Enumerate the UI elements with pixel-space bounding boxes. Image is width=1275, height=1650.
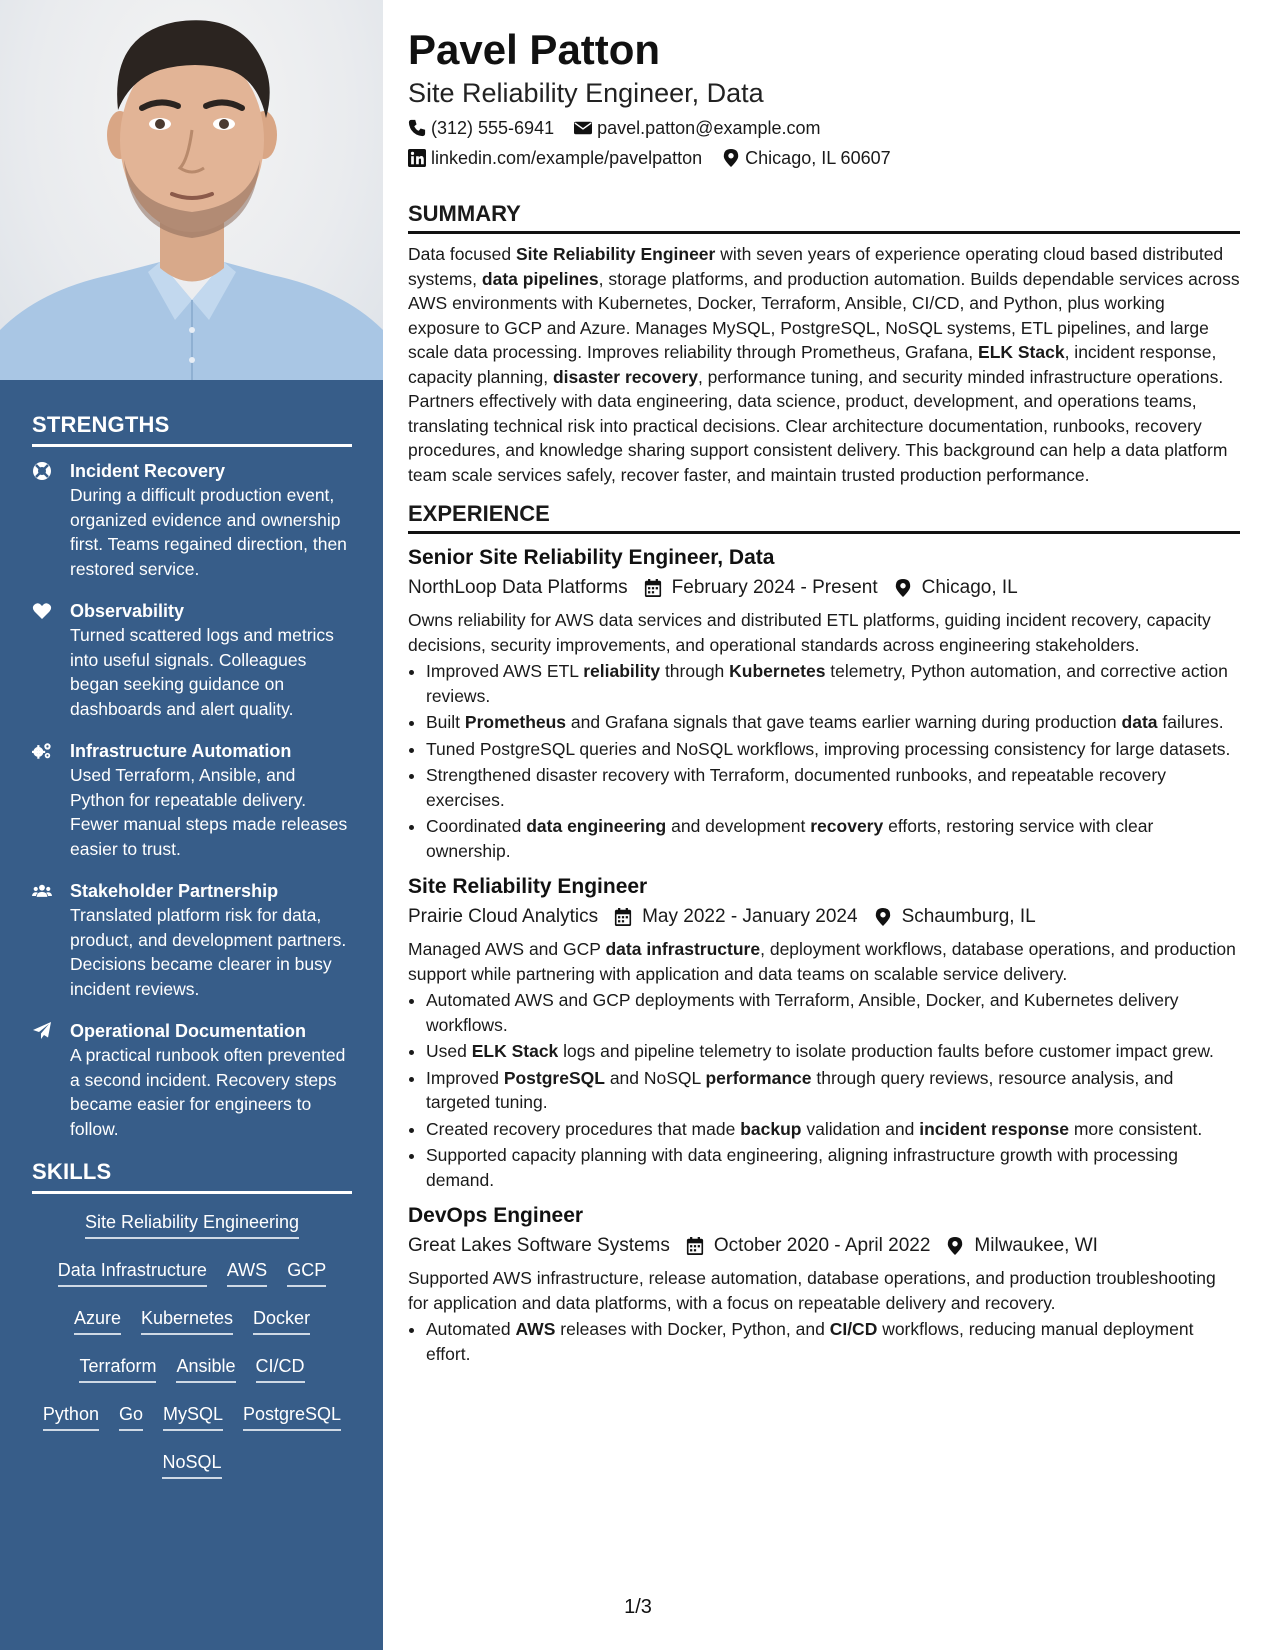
phone-contact[interactable] xyxy=(408,115,554,141)
skill-tag: MySQL xyxy=(163,1402,223,1431)
life-ring-icon xyxy=(32,459,70,581)
skill-tag: Terraform xyxy=(79,1354,156,1383)
skill-tag: Azure xyxy=(74,1306,121,1335)
emphasis-text: data engineering xyxy=(526,816,667,836)
contact-row-2 xyxy=(408,145,1240,171)
skill-tag: NoSQL xyxy=(162,1450,221,1479)
strength-item xyxy=(32,879,352,1001)
job-location-text: Schaumburg, IL xyxy=(901,906,1036,927)
phone-number: (312) 555-6941 xyxy=(431,118,555,138)
sidebar-content xyxy=(32,412,352,1498)
job-entry xyxy=(408,873,1240,1192)
map-pin-icon xyxy=(894,579,912,597)
job-description: Owns reliability for AWS data services and distributed ETL platforms, guiding incident recovery, capacity decisions, security improvements, and operational standards across engineering stakeholders. xyxy=(408,610,1211,655)
text-run: Automated AWS and GCP deployments with Terraform, Ansible, Docker, and Kubernetes delivery workflows. xyxy=(426,990,1179,1035)
text-run: , incident response, capacity planning, xyxy=(408,342,1217,387)
skill-tag: Ansible xyxy=(176,1354,235,1383)
job-title: Senior Site Reliability Engineer, Data xyxy=(408,546,775,569)
text-run: with seven years of experience operating cloud based distributed systems, xyxy=(408,244,1224,289)
map-pin-icon xyxy=(946,1237,964,1255)
text-run: through xyxy=(660,661,730,681)
job-bullets xyxy=(408,988,1240,1192)
skill-tag: Data Infrastructure xyxy=(58,1258,207,1287)
strength-item xyxy=(32,459,352,581)
job-location xyxy=(946,1232,1098,1260)
job-location xyxy=(874,903,1036,931)
text-run: Improved AWS ETL xyxy=(426,661,584,681)
text-run: failures. xyxy=(1157,712,1224,732)
location-text: Chicago, IL 60607 xyxy=(745,148,891,168)
strength-title: Operational Documentation xyxy=(70,1021,307,1041)
strength-desc: During a difficult production event, organized evidence and ownership first. Teams regained direction, then restored service. xyxy=(70,485,347,579)
strength-item xyxy=(32,599,352,721)
text-run: Automated xyxy=(426,1319,516,1339)
emphasis-text: incident response xyxy=(919,1118,1069,1139)
strength-title: Stakeholder Partnership xyxy=(70,881,279,901)
linkedin-contact[interactable] xyxy=(408,145,702,171)
skill-tag: Docker xyxy=(253,1306,310,1335)
text-run: and Grafana signals that gave teams earlier warning during production xyxy=(566,712,1122,732)
text-run: , storage platforms, and production automation. Builds dependable services across AWS environments with Kubernetes, Docker, Terraform, Ansible, CI/CD, and Python, plus working exposure to GCP and Azure. Manages MySQL, PostgreSQL, NoSQL systems, ETL pipelines, and large scale data processing. Improves reliability through Prometheus, Grafana, xyxy=(408,268,1240,362)
job-dates-text: February 2024 - Present xyxy=(671,577,878,598)
linkedin-url: linkedin.com/example/pavelpatton xyxy=(431,148,703,168)
text-run: more consistent. xyxy=(1068,1118,1203,1139)
gears-icon xyxy=(32,739,70,861)
text-run: Managed AWS and GCP xyxy=(408,939,606,959)
text-run: Created recovery procedures that made xyxy=(426,1118,741,1139)
strength-title: Infrastructure Automation xyxy=(70,741,292,761)
job-entry xyxy=(408,544,1240,863)
bullet-item xyxy=(426,737,1240,762)
job-meta xyxy=(408,1232,1240,1260)
summary-text xyxy=(408,242,1240,487)
text-run: efforts, restoring service with clear ownership. xyxy=(426,816,1154,861)
bullet-item xyxy=(426,1117,1240,1142)
location-contact xyxy=(722,145,890,171)
skill-tag: Go xyxy=(119,1402,143,1431)
job-dates-text: October 2020 - April 2022 xyxy=(713,1235,931,1256)
text-run: Tuned PostgreSQL queries and NoSQL workflows, improving processing consistency for large datasets. xyxy=(426,738,1231,759)
experience-list xyxy=(408,544,1240,1366)
bullet-item xyxy=(426,1039,1240,1064)
text-run: telemetry, Python automation, and corrective action reviews. xyxy=(426,661,1228,706)
email-address: pavel.patton@example.com xyxy=(597,118,821,138)
job-company: Prairie Cloud Analytics xyxy=(408,906,599,927)
strength-title: Incident Recovery xyxy=(70,461,226,481)
envelope-icon xyxy=(574,119,592,137)
text-run: validation and xyxy=(801,1118,920,1139)
bullet-item xyxy=(426,1143,1240,1192)
text-run: and NoSQL xyxy=(604,1067,706,1088)
text-run: releases with Docker, Python, and xyxy=(555,1319,830,1339)
paper-plane-icon xyxy=(32,1019,70,1141)
text-run: and development xyxy=(666,816,811,836)
job-entry xyxy=(408,1202,1240,1366)
text-run: through query reviews, resource analysis, and targeted tuning. xyxy=(426,1067,1174,1112)
job-location xyxy=(894,574,1018,602)
heart-icon xyxy=(32,599,70,721)
bullet-item xyxy=(426,659,1240,708)
bullet-item xyxy=(426,763,1240,812)
text-run: workflows, reducing manual deployment effort. xyxy=(426,1319,1194,1364)
job-title: Site Reliability Engineer xyxy=(408,875,648,898)
job-bullets xyxy=(408,659,1240,863)
text-run: Data focused xyxy=(408,244,516,264)
job-dates xyxy=(686,1232,931,1260)
skill-tag: CI/CD xyxy=(256,1354,305,1383)
emphasis-text: data xyxy=(1121,712,1158,732)
portrait-illustration xyxy=(0,0,383,380)
job-meta xyxy=(408,903,1240,931)
emphasis-text: reliability xyxy=(583,661,661,681)
emphasis-text: Prometheus xyxy=(464,712,567,732)
map-pin-icon xyxy=(874,908,892,926)
bullet-item xyxy=(426,710,1240,735)
strength-desc: Translated platform risk for data, product, and development partners. Decisions became clearer in busy incident reviews. xyxy=(70,905,347,999)
bullet-item xyxy=(426,814,1240,863)
candidate-name: Pavel Patton xyxy=(408,26,661,73)
bullet-item xyxy=(426,1066,1240,1115)
strength-item xyxy=(32,739,352,861)
main-content xyxy=(408,26,1240,1368)
map-pin-icon xyxy=(722,149,740,167)
emphasis-text: ELK Stack xyxy=(471,1041,559,1061)
text-run: logs and pipeline telemetry to isolate production faults before customer impact grew. xyxy=(558,1041,1214,1061)
skill-tag: Site Reliability Engineering xyxy=(85,1210,299,1239)
phone-icon xyxy=(408,119,426,137)
users-icon xyxy=(32,879,70,1001)
strengths-heading: STRENGTHS xyxy=(32,412,352,447)
job-location-text: Chicago, IL xyxy=(921,577,1018,598)
emphasis-text: Site Reliability Engineer xyxy=(515,244,716,264)
emphasis-text: Kubernetes xyxy=(729,661,826,681)
sidebar xyxy=(0,0,383,1650)
text-run: Coordinated xyxy=(426,816,527,836)
emphasis-text: ELK Stack xyxy=(978,342,1065,362)
skills-heading: SKILLS xyxy=(32,1159,352,1194)
skill-tag: AWS xyxy=(227,1258,267,1287)
text-run: , deployment workflows, database operations, and production support while partnering with application and data teams on scalable service delivery. xyxy=(408,939,1236,984)
job-bullets xyxy=(408,1317,1240,1366)
job-title: DevOps Engineer xyxy=(408,1204,584,1227)
page-number: 1/3 xyxy=(624,1596,652,1618)
emphasis-text: recovery xyxy=(810,816,884,836)
job-company: NorthLoop Data Platforms xyxy=(408,577,628,598)
job-dates xyxy=(614,903,857,931)
strength-item xyxy=(32,1019,352,1141)
candidate-title: Site Reliability Engineer, Data xyxy=(408,78,764,108)
strength-desc: Turned scattered logs and metrics into useful signals. Colleagues began seeking guidance on dashboards and alert quality. xyxy=(70,625,334,719)
text-run: Strengthened disaster recovery with Terraform, documented runbooks, and repeatable recovery exercises. xyxy=(426,765,1166,810)
skill-tag: Python xyxy=(43,1402,99,1431)
linkedin-icon xyxy=(408,149,426,167)
strength-desc: A practical runbook often prevented a second incident. Recovery steps became easier for engineers to follow. xyxy=(70,1045,346,1139)
skill-tag: PostgreSQL xyxy=(243,1402,341,1431)
emphasis-text: PostgreSQL xyxy=(503,1067,605,1088)
skill-tag: GCP xyxy=(287,1258,326,1287)
text-run: Supported capacity planning with data engineering, aligning infrastructure growth with processing demand. xyxy=(426,1145,1178,1190)
job-dates xyxy=(644,574,878,602)
emphasis-text: backup xyxy=(740,1118,802,1139)
emphasis-text: AWS xyxy=(515,1319,556,1339)
emphasis-text: CI/CD xyxy=(829,1319,878,1339)
calendar-icon xyxy=(644,579,662,597)
emphasis-text: data pipelines xyxy=(481,268,599,289)
text-run: Improved xyxy=(426,1067,504,1088)
calendar-icon xyxy=(686,1237,704,1255)
skill-tag: Kubernetes xyxy=(141,1306,233,1335)
job-description: Supported AWS infrastructure, release automation, database operations, and production troubleshooting for application and data platforms, with a focus on repeatable delivery and recovery. xyxy=(408,1268,1216,1313)
contact-row xyxy=(408,115,1240,141)
summary-heading: SUMMARY xyxy=(408,201,1240,234)
emphasis-text: data infrastructure xyxy=(605,939,761,959)
strength-desc: Used Terraform, Ansible, and Python for repeatable delivery. Fewer manual steps made releases easier to trust. xyxy=(70,765,348,859)
strength-title: Observability xyxy=(70,601,185,621)
skills-list xyxy=(32,1206,352,1479)
text-run: Built xyxy=(426,712,465,732)
experience-heading: EXPERIENCE xyxy=(408,501,1240,534)
emphasis-text: disaster recovery xyxy=(552,366,698,387)
job-meta xyxy=(408,574,1240,602)
job-description xyxy=(408,937,1240,986)
text-run: Used xyxy=(426,1041,472,1061)
job-company: Great Lakes Software Systems xyxy=(408,1235,670,1256)
bullet-item xyxy=(426,1317,1240,1366)
job-dates-text: May 2022 - January 2024 xyxy=(642,906,858,927)
profile-photo xyxy=(0,0,383,380)
email-contact[interactable] xyxy=(574,115,820,141)
text-run: , performance tuning, and security minded infrastructure operations. Partners effectively with data engineering, data science, product, development, and operations teams, translating technical risk into practical decisions. Clear architecture documentation, runbooks, recovery procedures, and knowledge sharing support consistent delivery. This background can help a data platform team scale services safely, recover faster, and maintain trusted production performance. xyxy=(408,366,1228,485)
emphasis-text: performance xyxy=(705,1067,812,1088)
calendar-icon xyxy=(614,908,632,926)
job-location-text: Milwaukee, WI xyxy=(974,1235,1098,1256)
bullet-item xyxy=(426,988,1240,1037)
